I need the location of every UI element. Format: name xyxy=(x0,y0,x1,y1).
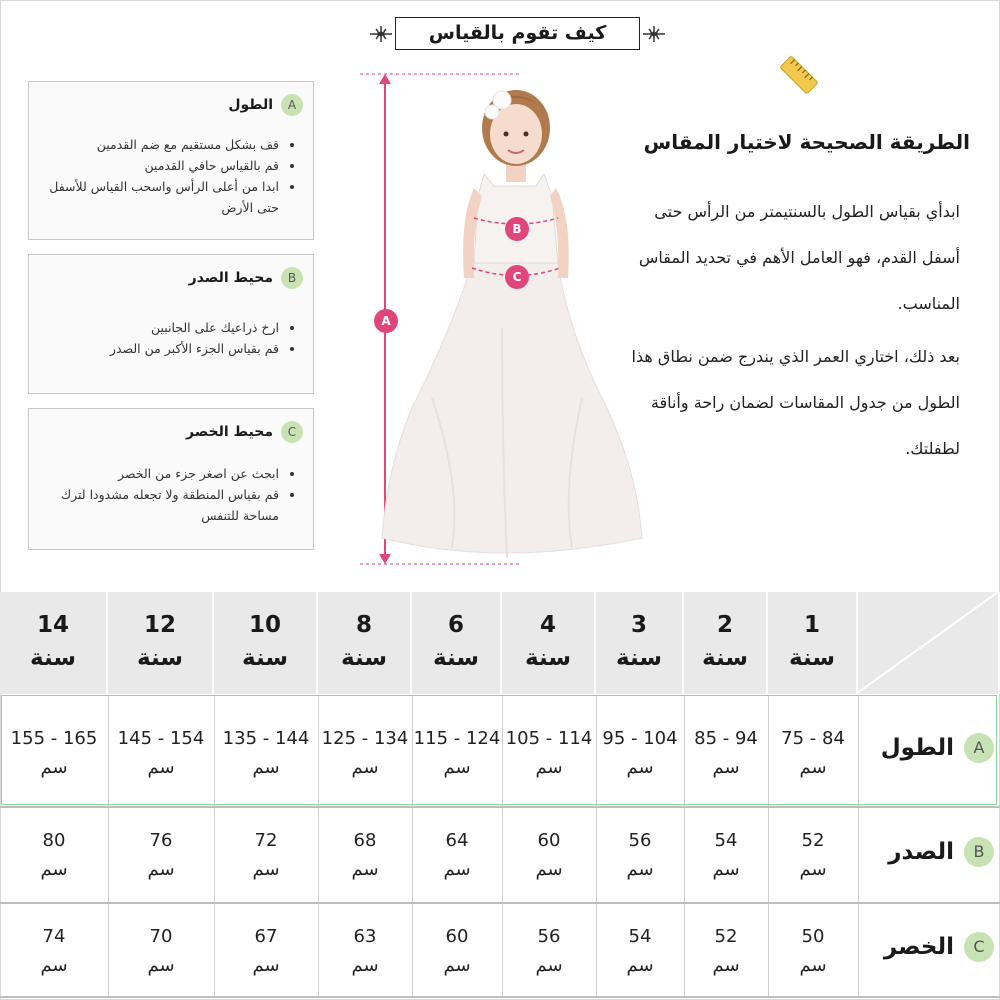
cell-unit: سم xyxy=(626,859,654,880)
header-corner-cell xyxy=(858,592,1000,694)
cell-unit: سم xyxy=(351,757,379,778)
cell-value: 125 - 134 xyxy=(321,728,409,749)
table-cell xyxy=(318,808,412,902)
age-number: 14 xyxy=(36,612,69,638)
table-cell xyxy=(108,808,214,902)
bullet-item: • ابحث عن اصغر جزء من الخصر xyxy=(24,463,279,484)
column-divider xyxy=(412,904,413,996)
cell-value: 105 - 114 xyxy=(505,728,593,749)
marker-b-icon: B xyxy=(505,217,529,241)
cell-unit: سم xyxy=(535,955,563,976)
cell-value: 64 xyxy=(445,830,469,851)
column-divider xyxy=(596,808,597,902)
age-number: 1 xyxy=(803,612,820,638)
cell-unit: سم xyxy=(252,757,280,778)
badge-b-icon: B xyxy=(281,267,303,289)
table-cell xyxy=(214,808,318,902)
cell-unit: سم xyxy=(443,757,471,778)
cell-unit: سم xyxy=(351,859,379,880)
table-cell xyxy=(318,904,412,996)
age-number: 12 xyxy=(143,612,176,638)
left-ornament-icon xyxy=(368,22,394,46)
header-age-cell xyxy=(318,592,412,694)
row-label xyxy=(884,932,994,962)
column-divider xyxy=(858,904,859,996)
row-label xyxy=(888,837,994,867)
cell-value: 63 xyxy=(353,926,377,947)
table-cell xyxy=(684,904,768,996)
cell-value: 74 xyxy=(42,926,66,947)
bullet-item: • قم بقياس الجزء الأكبر من الصدر xyxy=(24,338,279,359)
header-age-cell xyxy=(768,592,858,694)
card-title: الطول xyxy=(228,97,273,113)
table-cell xyxy=(0,808,108,902)
table-cell xyxy=(596,904,684,996)
table-cell xyxy=(684,808,768,902)
table-cell xyxy=(768,904,858,996)
row-label-text: الصدر xyxy=(888,839,954,865)
cell-unit: سم xyxy=(147,859,175,880)
cell-unit: سم xyxy=(40,757,68,778)
age-number: 10 xyxy=(248,612,281,638)
cell-value: 52 xyxy=(801,830,825,851)
column-divider xyxy=(768,808,769,902)
cell-value: 85 - 94 xyxy=(694,728,758,749)
marker-c-icon: C xyxy=(505,265,529,289)
age-year-label: سنة xyxy=(789,645,835,671)
cell-value: 68 xyxy=(353,830,377,851)
cell-unit: سم xyxy=(40,955,68,976)
table-cell xyxy=(596,808,684,902)
cell-unit: سم xyxy=(712,859,740,880)
column-divider xyxy=(214,904,215,996)
card-title: محيط الخصر xyxy=(186,424,273,440)
cell-value: 145 - 154 xyxy=(117,728,205,749)
age-year-label: سنة xyxy=(702,645,748,671)
cell-value: 52 xyxy=(714,926,738,947)
cell-unit: سم xyxy=(443,955,471,976)
header-age-cell xyxy=(108,592,214,694)
marker-a-icon: A xyxy=(374,309,398,333)
column-divider xyxy=(768,904,769,996)
column-divider xyxy=(596,904,597,996)
cell-value: 76 xyxy=(149,830,173,851)
cell-value: 95 - 104 xyxy=(602,728,678,749)
table-cell xyxy=(412,904,502,996)
cell-value: 60 xyxy=(537,830,561,851)
column-divider xyxy=(318,808,319,902)
cell-value: 56 xyxy=(537,926,561,947)
cell-value: 54 xyxy=(628,926,652,947)
age-number: 4 xyxy=(539,612,556,638)
row-label-text: الطول xyxy=(880,735,954,761)
table-bottom-border xyxy=(0,996,1000,998)
row-badge-icon: A xyxy=(964,733,994,763)
cell-unit: سم xyxy=(147,955,175,976)
bullet-item: • قم بالقياس حافي القدمين xyxy=(24,155,279,176)
header-age-cell xyxy=(596,592,684,694)
cell-unit: سم xyxy=(40,859,68,880)
age-number: 8 xyxy=(355,612,372,638)
age-year-label: سنة xyxy=(30,645,76,671)
cell-value: 54 xyxy=(714,830,738,851)
age-year-label: سنة xyxy=(525,645,571,671)
cell-value: 115 - 124 xyxy=(413,728,501,749)
right-paragraph-1: ابدأي بقياس الطول بالسنتيمتر من الرأس حتى أسفل القدم، فهو العامل الأهم في تحديد المقاس المناسب. xyxy=(638,202,960,313)
cell-value: 135 - 144 xyxy=(222,728,310,749)
cell-unit: سم xyxy=(535,757,563,778)
cell-unit: سم xyxy=(799,757,827,778)
bullet-item: • قف بشكل مستقيم مع ضم القدمين xyxy=(24,134,279,155)
age-year-label: سنة xyxy=(137,645,183,671)
cell-value: 56 xyxy=(628,830,652,851)
right-title: الطريقة الصحيحة لاختيار المقاس xyxy=(643,130,970,154)
bullet-item: • ارخ ذراعيك على الجانبين xyxy=(24,317,279,338)
size-table xyxy=(0,592,1000,1000)
cell-unit: سم xyxy=(351,955,379,976)
age-number: 3 xyxy=(630,612,647,638)
header-age-cell xyxy=(412,592,502,694)
cell-value: 72 xyxy=(254,830,278,851)
age-year-label: سنة xyxy=(242,645,288,671)
cell-value: 67 xyxy=(254,926,278,947)
card-waist xyxy=(28,408,314,550)
bullet-item: • قم بقياس المنطقة ولا تجعله مشدودا لترك مساحة للتنفس xyxy=(24,484,279,526)
card-chest xyxy=(28,254,314,394)
column-divider xyxy=(684,904,685,996)
cell-value: 70 xyxy=(149,926,173,947)
column-divider xyxy=(318,904,319,996)
column-divider xyxy=(502,904,503,996)
card-title: محيط الصدر xyxy=(188,270,273,286)
cell-value: 75 - 84 xyxy=(781,728,845,749)
row-badge-icon: B xyxy=(964,837,994,867)
column-divider xyxy=(412,808,413,902)
header-age-cell xyxy=(502,592,596,694)
cell-unit: سم xyxy=(712,955,740,976)
cell-unit: سم xyxy=(252,859,280,880)
table-cell xyxy=(0,904,108,996)
row-badge-icon: C xyxy=(964,932,994,962)
badge-c-icon: C xyxy=(281,421,303,443)
cell-unit: سم xyxy=(626,955,654,976)
cell-value: 155 - 165 xyxy=(10,728,98,749)
cell-unit: سم xyxy=(535,859,563,880)
cell-unit: سم xyxy=(799,955,827,976)
age-year-label: سنة xyxy=(433,645,479,671)
table-cell xyxy=(502,904,596,996)
column-divider xyxy=(108,808,109,902)
age-year-label: سنة xyxy=(341,645,387,671)
badge-a-icon: A xyxy=(281,94,303,116)
cell-value: 80 xyxy=(42,830,66,851)
table-cell xyxy=(214,904,318,996)
age-number: 2 xyxy=(716,612,733,638)
header-age-cell xyxy=(0,592,108,694)
cell-value: 50 xyxy=(801,926,825,947)
corner-diagonal xyxy=(856,592,998,694)
ruler-icon xyxy=(776,52,822,98)
column-divider xyxy=(858,808,859,902)
cell-unit: سم xyxy=(147,757,175,778)
cell-unit: سم xyxy=(712,757,740,778)
row-label-text: الخصر xyxy=(883,934,954,960)
cell-value: 60 xyxy=(445,926,469,947)
header-age-cell xyxy=(684,592,768,694)
column-divider xyxy=(684,808,685,902)
table-cell xyxy=(502,808,596,902)
right-paragraph-2: بعد ذلك، اختاري العمر الذي يندرج ضمن نطاق هذا الطول من جدول المقاسات لضمان راحة وأناقة لطفلتك. xyxy=(631,347,960,458)
bullet-item: • ابدا من أعلى الرأس واسحب القياس للأسفل حتى الأرض xyxy=(24,176,279,218)
highlight-row-frame xyxy=(1,695,997,805)
table-cell xyxy=(412,808,502,902)
page-title: كيف تقوم بالقياس xyxy=(395,17,640,50)
age-year-label: سنة xyxy=(616,645,662,671)
header-age-cell xyxy=(214,592,318,694)
age-number: 6 xyxy=(447,612,464,638)
card-height xyxy=(28,81,314,240)
cell-unit: سم xyxy=(626,757,654,778)
cell-unit: سم xyxy=(443,859,471,880)
column-divider xyxy=(108,904,109,996)
column-divider xyxy=(214,808,215,902)
table-cell xyxy=(768,808,858,902)
table-cell xyxy=(108,904,214,996)
cell-unit: سم xyxy=(252,955,280,976)
right-ornament-icon xyxy=(641,22,667,46)
cell-unit: سم xyxy=(799,859,827,880)
column-divider xyxy=(502,808,503,902)
